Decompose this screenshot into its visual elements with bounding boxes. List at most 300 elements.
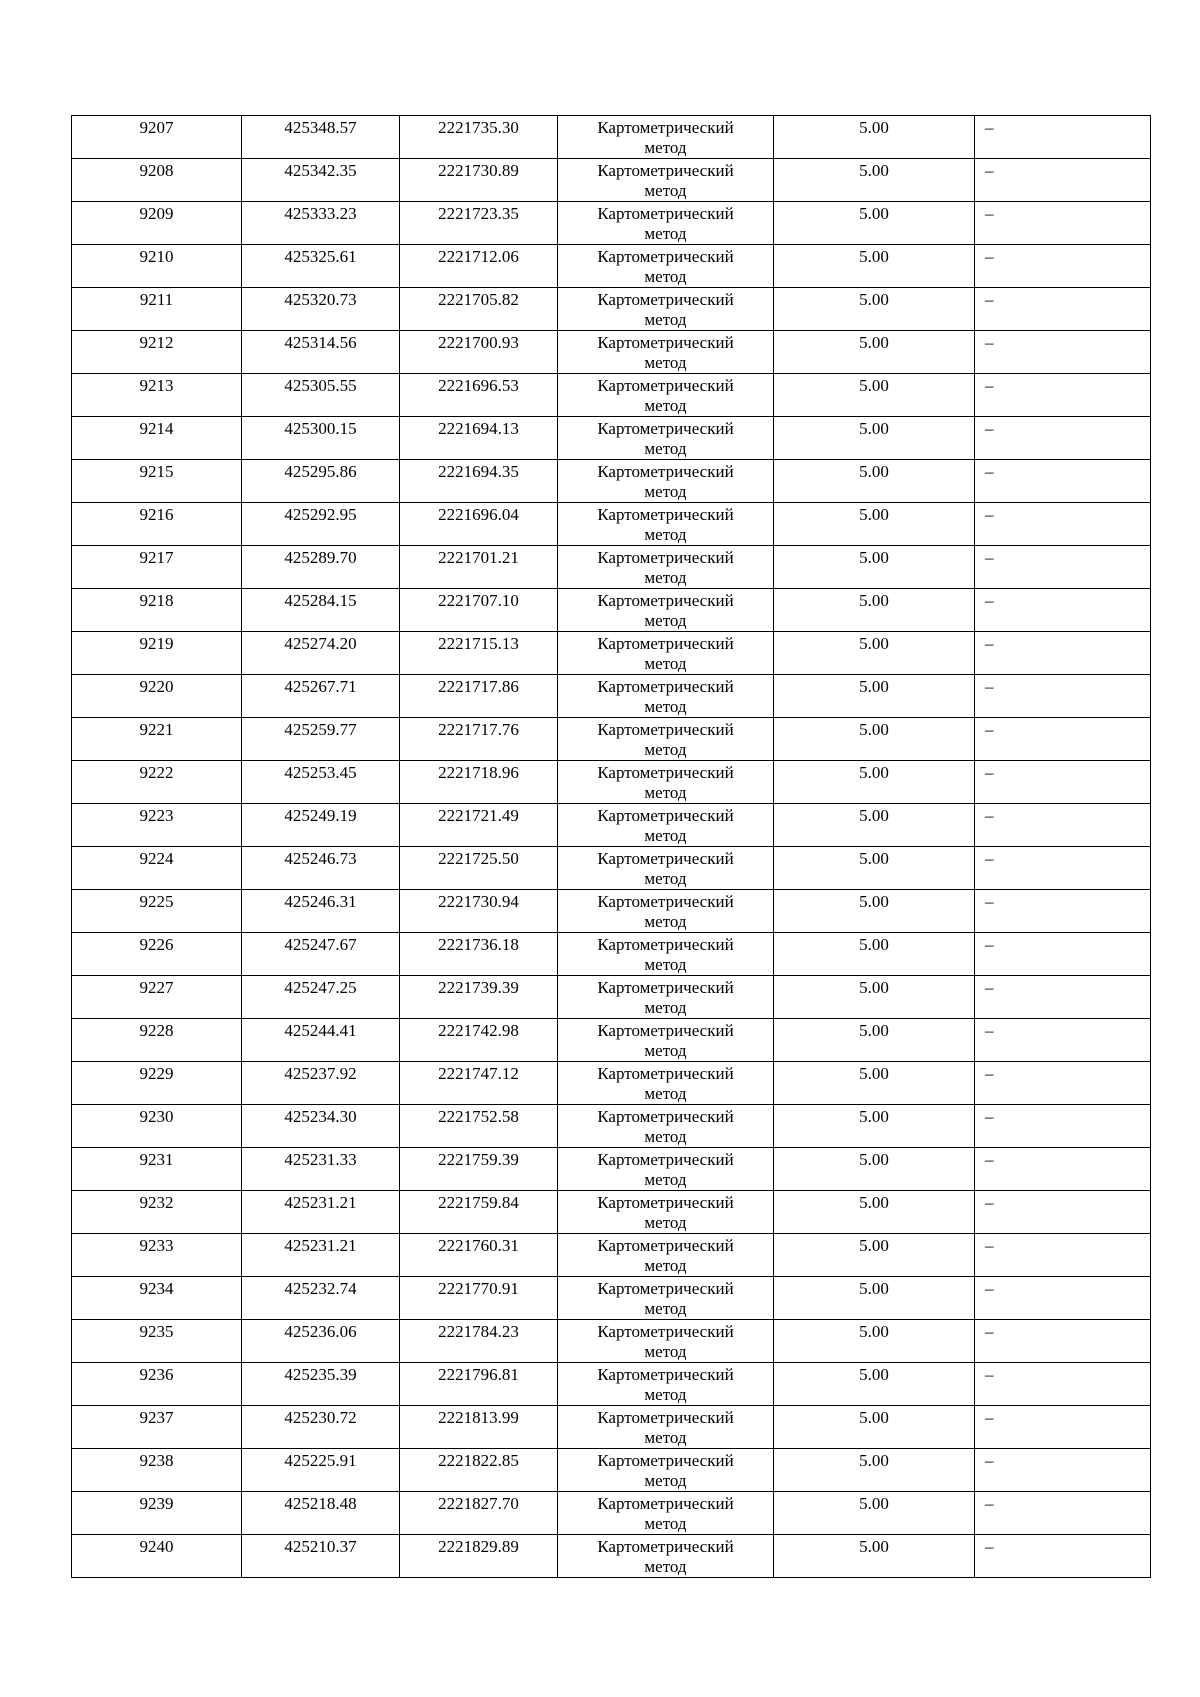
method-line: Картометрический — [597, 1279, 734, 1298]
coordinate-x-cell: 425342.35 — [242, 159, 400, 202]
accuracy-cell: 5.00 — [774, 202, 975, 245]
point-number-cell: 9220 — [72, 675, 242, 718]
coordinate-y-cell: 2221742.98 — [400, 1019, 558, 1062]
method-line: Картометрический — [597, 419, 734, 438]
coordinate-x-cell: 425249.19 — [242, 804, 400, 847]
note-cell: – — [975, 1406, 1151, 1449]
accuracy-cell: 5.00 — [774, 1191, 975, 1234]
point-number-cell: 9227 — [72, 976, 242, 1019]
method-cell — [558, 1277, 774, 1320]
accuracy-cell: 5.00 — [774, 331, 975, 374]
method-cell — [558, 976, 774, 1019]
method-line: Картометрический — [597, 634, 734, 653]
method-line: метод — [644, 138, 687, 157]
method-line: метод — [644, 1256, 687, 1275]
point-number-cell: 9219 — [72, 632, 242, 675]
table-row — [72, 589, 1151, 632]
method-line: метод — [644, 1342, 687, 1361]
table-row — [72, 116, 1151, 159]
table-row — [72, 288, 1151, 331]
method-cell — [558, 1234, 774, 1277]
coordinate-y-cell: 2221813.99 — [400, 1406, 558, 1449]
method-line: Картометрический — [597, 1236, 734, 1255]
note-cell: – — [975, 804, 1151, 847]
method-cell — [558, 761, 774, 804]
table-row — [72, 202, 1151, 245]
method-line: Картометрический — [597, 548, 734, 567]
coordinate-x-cell: 425218.48 — [242, 1492, 400, 1535]
point-number-cell: 9226 — [72, 933, 242, 976]
method-cell — [558, 159, 774, 202]
coordinate-y-cell: 2221760.31 — [400, 1234, 558, 1277]
accuracy-cell: 5.00 — [774, 890, 975, 933]
method-line: метод — [644, 998, 687, 1017]
accuracy-cell: 5.00 — [774, 933, 975, 976]
coordinate-x-cell: 425244.41 — [242, 1019, 400, 1062]
table-row — [72, 1320, 1151, 1363]
method-cell — [558, 202, 774, 245]
method-cell — [558, 890, 774, 933]
accuracy-cell: 5.00 — [774, 1062, 975, 1105]
method-line: метод — [644, 1428, 687, 1447]
method-line: метод — [644, 912, 687, 931]
method-cell — [558, 718, 774, 761]
point-number-cell: 9215 — [72, 460, 242, 503]
method-line: Картометрический — [597, 1537, 734, 1556]
coordinate-y-cell: 2221796.81 — [400, 1363, 558, 1406]
method-cell — [558, 1105, 774, 1148]
table-row — [72, 1492, 1151, 1535]
table-row — [72, 159, 1151, 202]
coordinates-table-body — [72, 116, 1151, 1578]
table-row — [72, 890, 1151, 933]
coordinate-x-cell: 425237.92 — [242, 1062, 400, 1105]
accuracy-cell: 5.00 — [774, 847, 975, 890]
method-line: Картометрический — [597, 806, 734, 825]
method-cell — [558, 632, 774, 675]
method-cell — [558, 1363, 774, 1406]
table-row — [72, 1277, 1151, 1320]
table-row — [72, 1363, 1151, 1406]
method-cell — [558, 1535, 774, 1578]
note-cell: – — [975, 761, 1151, 804]
note-cell: – — [975, 116, 1151, 159]
method-line: Картометрический — [597, 376, 734, 395]
coordinate-x-cell: 425236.06 — [242, 1320, 400, 1363]
accuracy-cell: 5.00 — [774, 1363, 975, 1406]
method-cell — [558, 503, 774, 546]
accuracy-cell: 5.00 — [774, 245, 975, 288]
table-row — [72, 1449, 1151, 1492]
point-number-cell: 9213 — [72, 374, 242, 417]
accuracy-cell: 5.00 — [774, 1535, 975, 1578]
point-number-cell: 9224 — [72, 847, 242, 890]
coordinate-y-cell: 2221700.93 — [400, 331, 558, 374]
accuracy-cell: 5.00 — [774, 718, 975, 761]
accuracy-cell: 5.00 — [774, 632, 975, 675]
note-cell: – — [975, 1320, 1151, 1363]
point-number-cell: 9222 — [72, 761, 242, 804]
method-line: Картометрический — [597, 1150, 734, 1169]
method-cell — [558, 933, 774, 976]
coordinate-y-cell: 2221717.86 — [400, 675, 558, 718]
coordinate-y-cell: 2221696.53 — [400, 374, 558, 417]
coordinate-x-cell: 425231.21 — [242, 1234, 400, 1277]
method-cell — [558, 417, 774, 460]
point-number-cell: 9238 — [72, 1449, 242, 1492]
table-row — [72, 804, 1151, 847]
method-cell — [558, 1320, 774, 1363]
coordinate-y-cell: 2221739.39 — [400, 976, 558, 1019]
method-line: Картометрический — [597, 1494, 734, 1513]
note-cell: – — [975, 890, 1151, 933]
coordinate-x-cell: 425253.45 — [242, 761, 400, 804]
accuracy-cell: 5.00 — [774, 976, 975, 1019]
note-cell: – — [975, 847, 1151, 890]
point-number-cell: 9221 — [72, 718, 242, 761]
point-number-cell: 9228 — [72, 1019, 242, 1062]
method-line: Картометрический — [597, 892, 734, 911]
table-row — [72, 1191, 1151, 1234]
coordinate-y-cell: 2221784.23 — [400, 1320, 558, 1363]
method-line: Картометрический — [597, 462, 734, 481]
coordinate-x-cell: 425246.31 — [242, 890, 400, 933]
method-cell — [558, 1492, 774, 1535]
coordinate-y-cell: 2221759.84 — [400, 1191, 558, 1234]
note-cell: – — [975, 1277, 1151, 1320]
method-line: Картометрический — [597, 591, 734, 610]
table-row — [72, 546, 1151, 589]
note-cell: – — [975, 1363, 1151, 1406]
coordinate-x-cell: 425247.25 — [242, 976, 400, 1019]
method-line: метод — [644, 955, 687, 974]
note-cell: – — [975, 1062, 1151, 1105]
note-cell: – — [975, 1234, 1151, 1277]
coordinate-y-cell: 2221730.94 — [400, 890, 558, 933]
method-line: метод — [644, 783, 687, 802]
table-row — [72, 632, 1151, 675]
point-number-cell: 9237 — [72, 1406, 242, 1449]
accuracy-cell: 5.00 — [774, 1234, 975, 1277]
method-line: метод — [644, 1557, 687, 1576]
table-row — [72, 761, 1151, 804]
method-line: метод — [644, 611, 687, 630]
note-cell: – — [975, 546, 1151, 589]
method-line: метод — [644, 525, 687, 544]
point-number-cell: 9210 — [72, 245, 242, 288]
note-cell: – — [975, 460, 1151, 503]
table-row — [72, 1148, 1151, 1191]
method-line: метод — [644, 1514, 687, 1533]
point-number-cell: 9225 — [72, 890, 242, 933]
coordinate-x-cell: 425305.55 — [242, 374, 400, 417]
accuracy-cell: 5.00 — [774, 503, 975, 546]
coordinate-x-cell: 425320.73 — [242, 288, 400, 331]
method-cell — [558, 245, 774, 288]
note-cell: – — [975, 1019, 1151, 1062]
coordinate-y-cell: 2221712.06 — [400, 245, 558, 288]
coordinate-x-cell: 425295.86 — [242, 460, 400, 503]
accuracy-cell: 5.00 — [774, 1492, 975, 1535]
point-number-cell: 9236 — [72, 1363, 242, 1406]
coordinate-x-cell: 425246.73 — [242, 847, 400, 890]
point-number-cell: 9235 — [72, 1320, 242, 1363]
method-line: Картометрический — [597, 935, 734, 954]
coordinate-y-cell: 2221730.89 — [400, 159, 558, 202]
method-line: Картометрический — [597, 1322, 734, 1341]
coordinate-x-cell: 425210.37 — [242, 1535, 400, 1578]
method-cell — [558, 288, 774, 331]
accuracy-cell: 5.00 — [774, 1449, 975, 1492]
method-cell — [558, 1062, 774, 1105]
table-row — [72, 1062, 1151, 1105]
note-cell: – — [975, 1105, 1151, 1148]
note-cell: – — [975, 632, 1151, 675]
method-cell — [558, 374, 774, 417]
method-line: Картометрический — [597, 118, 734, 137]
accuracy-cell: 5.00 — [774, 1406, 975, 1449]
method-cell — [558, 1406, 774, 1449]
table-row — [72, 718, 1151, 761]
method-line: Картометрический — [597, 1193, 734, 1212]
method-line: Картометрический — [597, 763, 734, 782]
method-cell — [558, 331, 774, 374]
method-line: Картометрический — [597, 1064, 734, 1083]
method-line: метод — [644, 697, 687, 716]
method-cell — [558, 1019, 774, 1062]
coordinate-y-cell: 2221718.96 — [400, 761, 558, 804]
accuracy-cell: 5.00 — [774, 417, 975, 460]
accuracy-cell: 5.00 — [774, 761, 975, 804]
coordinate-x-cell: 425235.39 — [242, 1363, 400, 1406]
method-line: метод — [644, 1041, 687, 1060]
method-line: метод — [644, 439, 687, 458]
method-line: метод — [644, 1084, 687, 1103]
coordinate-x-cell: 425333.23 — [242, 202, 400, 245]
coordinates-table — [71, 115, 1151, 1578]
accuracy-cell: 5.00 — [774, 116, 975, 159]
method-cell — [558, 847, 774, 890]
point-number-cell: 9217 — [72, 546, 242, 589]
point-number-cell: 9230 — [72, 1105, 242, 1148]
method-cell — [558, 460, 774, 503]
table-row — [72, 976, 1151, 1019]
method-line: метод — [644, 1299, 687, 1318]
method-line: метод — [644, 568, 687, 587]
method-line: метод — [644, 353, 687, 372]
point-number-cell: 9229 — [72, 1062, 242, 1105]
point-number-cell: 9233 — [72, 1234, 242, 1277]
table-row — [72, 847, 1151, 890]
coordinate-y-cell: 2221752.58 — [400, 1105, 558, 1148]
coordinate-y-cell: 2221723.35 — [400, 202, 558, 245]
coordinate-y-cell: 2221747.12 — [400, 1062, 558, 1105]
method-cell — [558, 675, 774, 718]
method-cell — [558, 1449, 774, 1492]
coordinate-x-cell: 425267.71 — [242, 675, 400, 718]
coordinate-x-cell: 425230.72 — [242, 1406, 400, 1449]
method-cell — [558, 589, 774, 632]
note-cell: – — [975, 1191, 1151, 1234]
coordinate-x-cell: 425259.77 — [242, 718, 400, 761]
method-line: метод — [644, 224, 687, 243]
note-cell: – — [975, 589, 1151, 632]
coordinate-y-cell: 2221694.13 — [400, 417, 558, 460]
accuracy-cell: 5.00 — [774, 804, 975, 847]
method-line: метод — [644, 654, 687, 673]
table-row — [72, 1019, 1151, 1062]
point-number-cell: 9207 — [72, 116, 242, 159]
accuracy-cell: 5.00 — [774, 288, 975, 331]
coordinate-y-cell: 2221735.30 — [400, 116, 558, 159]
coordinate-y-cell: 2221721.49 — [400, 804, 558, 847]
coordinate-x-cell: 425348.57 — [242, 116, 400, 159]
point-number-cell: 9211 — [72, 288, 242, 331]
method-line: метод — [644, 396, 687, 415]
coordinate-x-cell: 425314.56 — [242, 331, 400, 374]
coordinate-y-cell: 2221696.04 — [400, 503, 558, 546]
coordinate-x-cell: 425247.67 — [242, 933, 400, 976]
coordinate-x-cell: 425231.21 — [242, 1191, 400, 1234]
note-cell: – — [975, 159, 1151, 202]
accuracy-cell: 5.00 — [774, 1148, 975, 1191]
method-line: метод — [644, 1385, 687, 1404]
method-line: Картометрический — [597, 1451, 734, 1470]
method-line: метод — [644, 482, 687, 501]
coordinate-y-cell: 2221827.70 — [400, 1492, 558, 1535]
method-line: Картометрический — [597, 505, 734, 524]
coordinate-x-cell: 425274.20 — [242, 632, 400, 675]
point-number-cell: 9218 — [72, 589, 242, 632]
note-cell: – — [975, 1492, 1151, 1535]
method-line: Картометрический — [597, 333, 734, 352]
method-line: Картометрический — [597, 978, 734, 997]
note-cell: – — [975, 1535, 1151, 1578]
method-line: метод — [644, 869, 687, 888]
method-line: метод — [644, 181, 687, 200]
table-row — [72, 1105, 1151, 1148]
point-number-cell: 9212 — [72, 331, 242, 374]
coordinate-y-cell: 2221770.91 — [400, 1277, 558, 1320]
note-cell: – — [975, 933, 1151, 976]
table-row — [72, 460, 1151, 503]
method-line: Картометрический — [597, 290, 734, 309]
method-line: Картометрический — [597, 677, 734, 696]
coordinate-y-cell: 2221694.35 — [400, 460, 558, 503]
note-cell: – — [975, 503, 1151, 546]
note-cell: – — [975, 245, 1151, 288]
accuracy-cell: 5.00 — [774, 1277, 975, 1320]
table-row — [72, 331, 1151, 374]
point-number-cell: 9232 — [72, 1191, 242, 1234]
note-cell: – — [975, 976, 1151, 1019]
accuracy-cell: 5.00 — [774, 589, 975, 632]
point-number-cell: 9216 — [72, 503, 242, 546]
accuracy-cell: 5.00 — [774, 675, 975, 718]
coordinate-y-cell: 2221759.39 — [400, 1148, 558, 1191]
accuracy-cell: 5.00 — [774, 1105, 975, 1148]
method-line: Картометрический — [597, 1021, 734, 1040]
accuracy-cell: 5.00 — [774, 374, 975, 417]
coordinate-y-cell: 2221717.76 — [400, 718, 558, 761]
coordinate-x-cell: 425231.33 — [242, 1148, 400, 1191]
note-cell: – — [975, 331, 1151, 374]
method-cell — [558, 1148, 774, 1191]
table-row — [72, 1406, 1151, 1449]
coordinate-x-cell: 425284.15 — [242, 589, 400, 632]
table-row — [72, 374, 1151, 417]
table-row — [72, 1234, 1151, 1277]
method-line: метод — [644, 740, 687, 759]
point-number-cell: 9208 — [72, 159, 242, 202]
coordinate-y-cell: 2221701.21 — [400, 546, 558, 589]
point-number-cell: 9214 — [72, 417, 242, 460]
method-line: метод — [644, 267, 687, 286]
note-cell: – — [975, 374, 1151, 417]
method-line: Картометрический — [597, 161, 734, 180]
coordinate-y-cell: 2221707.10 — [400, 589, 558, 632]
coordinate-x-cell: 425289.70 — [242, 546, 400, 589]
note-cell: – — [975, 675, 1151, 718]
method-line: метод — [644, 1213, 687, 1232]
note-cell: – — [975, 718, 1151, 761]
coordinate-y-cell: 2221736.18 — [400, 933, 558, 976]
accuracy-cell: 5.00 — [774, 159, 975, 202]
coordinate-x-cell: 425292.95 — [242, 503, 400, 546]
method-line: Картометрический — [597, 204, 734, 223]
table-row — [72, 503, 1151, 546]
coordinate-x-cell: 425325.61 — [242, 245, 400, 288]
point-number-cell: 9223 — [72, 804, 242, 847]
method-line: Картометрический — [597, 1408, 734, 1427]
point-number-cell: 9209 — [72, 202, 242, 245]
coordinate-y-cell: 2221822.85 — [400, 1449, 558, 1492]
coordinate-x-cell: 425300.15 — [242, 417, 400, 460]
note-cell: – — [975, 417, 1151, 460]
method-cell — [558, 116, 774, 159]
method-line: Картометрический — [597, 720, 734, 739]
accuracy-cell: 5.00 — [774, 1320, 975, 1363]
method-cell — [558, 546, 774, 589]
point-number-cell: 9234 — [72, 1277, 242, 1320]
note-cell: – — [975, 1449, 1151, 1492]
coordinate-y-cell: 2221705.82 — [400, 288, 558, 331]
table-row — [72, 245, 1151, 288]
note-cell: – — [975, 1148, 1151, 1191]
method-line: метод — [644, 310, 687, 329]
table-row — [72, 1535, 1151, 1578]
table-row — [72, 417, 1151, 460]
method-cell — [558, 804, 774, 847]
table-row — [72, 675, 1151, 718]
note-cell: – — [975, 288, 1151, 331]
method-line: Картометрический — [597, 849, 734, 868]
coordinate-y-cell: 2221725.50 — [400, 847, 558, 890]
method-cell — [558, 1191, 774, 1234]
accuracy-cell: 5.00 — [774, 546, 975, 589]
method-line: Картометрический — [597, 247, 734, 266]
coordinate-x-cell: 425225.91 — [242, 1449, 400, 1492]
coordinate-y-cell: 2221829.89 — [400, 1535, 558, 1578]
table-row — [72, 933, 1151, 976]
point-number-cell: 9239 — [72, 1492, 242, 1535]
accuracy-cell: 5.00 — [774, 1019, 975, 1062]
method-line: метод — [644, 1471, 687, 1490]
coordinate-x-cell: 425234.30 — [242, 1105, 400, 1148]
method-line: метод — [644, 1170, 687, 1189]
accuracy-cell: 5.00 — [774, 460, 975, 503]
method-line: Картометрический — [597, 1107, 734, 1126]
